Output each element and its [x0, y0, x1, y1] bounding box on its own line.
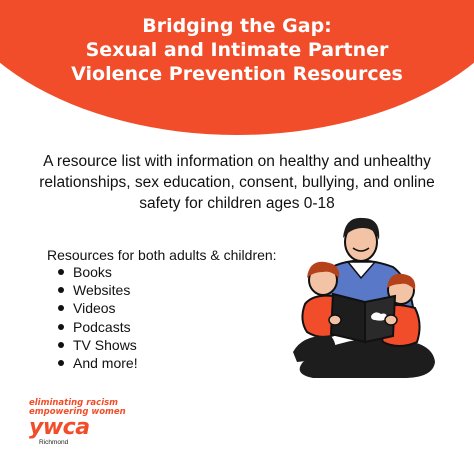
logo-tagline-2: empowering women: [29, 407, 126, 417]
list-item: And more!: [57, 354, 138, 372]
logo-tagline-1: eliminating racism: [29, 398, 119, 408]
resources-list: [57, 263, 138, 372]
description-line-1: A resource list with information on healthy and unhealthy: [43, 153, 431, 170]
list-item: TV Shows: [57, 336, 138, 354]
title-line-3: Violence Prevention Resources: [71, 63, 403, 85]
description: [0, 151, 474, 214]
ywca-logo: [29, 399, 126, 447]
description-line-3: safety for children ages 0-18: [139, 195, 335, 212]
page-title: [0, 14, 474, 86]
title-line-1: Bridging the Gap:: [142, 15, 332, 37]
logo-city: Richmond: [39, 439, 69, 446]
title-line-2: Sexual and Intimate Partner: [85, 39, 389, 61]
list-item: Videos: [57, 299, 138, 317]
list-item: Books: [57, 263, 138, 281]
list-item: Websites: [57, 281, 138, 299]
family-reading-illustration: [283, 212, 443, 382]
list-item: Podcasts: [57, 318, 138, 336]
logo-wordmark: ywca: [29, 415, 90, 440]
resources-heading: Resources for both adults & children:: [47, 247, 277, 263]
description-line-2: relationships, sex education, consent, bullying, and online: [39, 174, 435, 191]
